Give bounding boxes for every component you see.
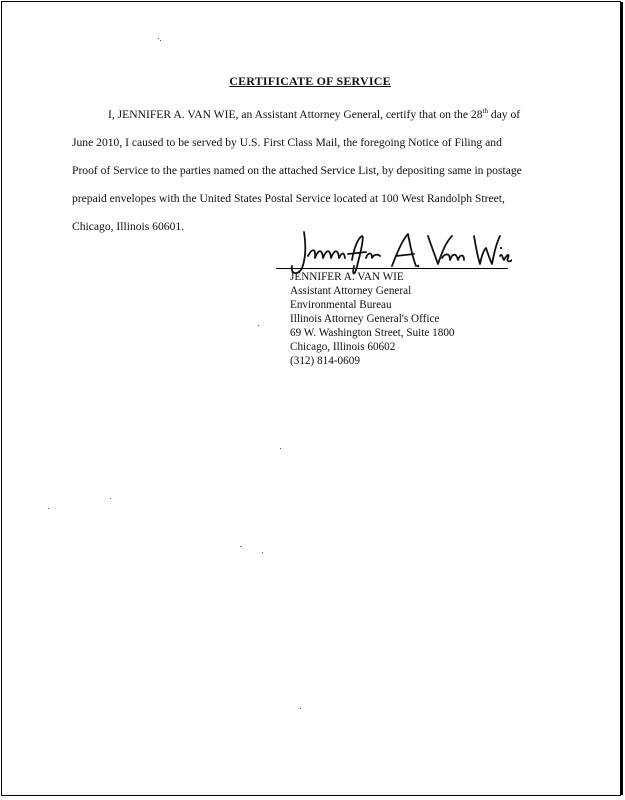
scan-speck	[48, 508, 49, 509]
body-line-5: Chicago, Illinois 60601.	[72, 220, 185, 233]
body-line-1-tail: day of	[487, 108, 521, 121]
body-line-3: Proof of Service to the parties named on the attached Service List, by depositing same in postage	[72, 164, 522, 177]
body-line-1-text: I, JENNIFER A. VAN WIE, an Assistant Attorney General, certify that on the 28	[108, 108, 483, 121]
scan-speck	[110, 498, 111, 499]
body-line-1	[72, 101, 550, 129]
body-line-4: prepaid envelopes with the United States Postal Service located at 100 West Randolph Street,	[72, 192, 505, 205]
scan-speck	[160, 40, 161, 41]
signer-name: JENNIFER A. VAN WIE	[290, 271, 404, 283]
signer-city: Chicago, Illinois 60602	[290, 341, 396, 353]
certificate-body	[72, 101, 550, 241]
body-line-2: June 2010, I caused to be served by U.S. First Class Mail, the foregoing Notice of Filing and	[72, 136, 502, 149]
scan-speck	[258, 325, 259, 326]
scan-speck	[300, 708, 301, 709]
signer-title: Assistant Attorney General	[290, 285, 412, 297]
signer-office: Illinois Attorney General's Office	[290, 313, 440, 325]
signature-block	[290, 270, 455, 368]
signer-street: 69 W. Washington Street, Suite 1800	[290, 327, 455, 339]
signer-bureau: Environmental Bureau	[290, 299, 392, 311]
document-title: CERTIFICATE OF SERVICE	[229, 74, 391, 88]
scan-speck	[158, 38, 159, 39]
scan-speck	[280, 448, 281, 449]
scan-speck	[240, 546, 241, 547]
signature-line	[276, 268, 508, 269]
signer-phone: (312) 814-0609	[290, 355, 360, 367]
scan-speck	[262, 552, 263, 553]
ordinal-suffix: th	[482, 107, 488, 116]
